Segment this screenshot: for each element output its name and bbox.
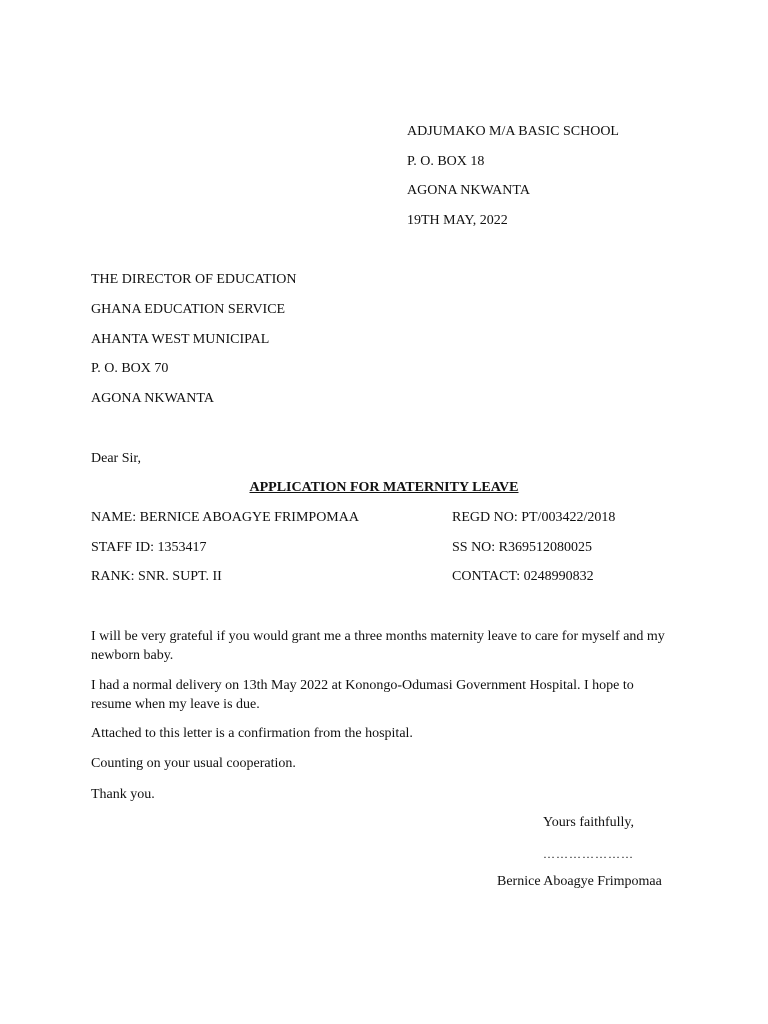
sender-town: AGONA NKWANTA: [407, 183, 530, 198]
body-paragraph-3: Attached to this letter is a confirmation from the hospital.: [91, 726, 413, 741]
recipient-line-4: P. O. BOX 70: [91, 361, 169, 376]
signatory-name: Bernice Aboagye Frimpomaa: [497, 874, 662, 889]
recipient-line-1: THE DIRECTOR OF EDUCATION: [91, 272, 297, 287]
body-paragraph-4: Counting on your usual cooperation.: [91, 756, 296, 771]
contact-number: CONTACT: 0248990832: [452, 569, 594, 584]
signature-line: …………………: [543, 847, 634, 861]
recipient-line-5: AGONA NKWANTA: [91, 391, 214, 406]
body-paragraph-2: I had a normal delivery on 13th May 2022 at Konongo-Odumasi Government Hospital. I hope to resume when my leave is due.: [91, 678, 634, 712]
registration-number: REGD NO: PT/003422/2018: [452, 510, 616, 525]
ss-number: SS NO: R369512080025: [452, 540, 593, 555]
recipient-line-3: AHANTA WEST MUNICIPAL: [91, 332, 270, 347]
recipient-line-2: GHANA EDUCATION SERVICE: [91, 302, 286, 317]
applicant-name: NAME: BERNICE ABOAGYE FRIMPOMAA: [91, 510, 359, 525]
letter-date: 19TH MAY, 2022: [407, 213, 508, 228]
body-paragraph-1: I will be very grateful if you would grant me a three months maternity leave to care for myself and my newborn baby.: [91, 629, 665, 663]
letter-subject: APPLICATION FOR MATERNITY LEAVE: [249, 480, 519, 495]
sender-box: P. O. BOX 18: [407, 154, 485, 169]
sender-school: ADJUMAKO M/A BASIC SCHOOL: [407, 124, 619, 139]
valediction: Yours faithfully,: [543, 815, 635, 830]
salutation: Dear Sir,: [91, 451, 141, 466]
body-paragraph-5: Thank you.: [91, 787, 155, 802]
rank: RANK: SNR. SUPT. II: [91, 569, 222, 584]
staff-id: STAFF ID: 1353417: [91, 540, 207, 555]
